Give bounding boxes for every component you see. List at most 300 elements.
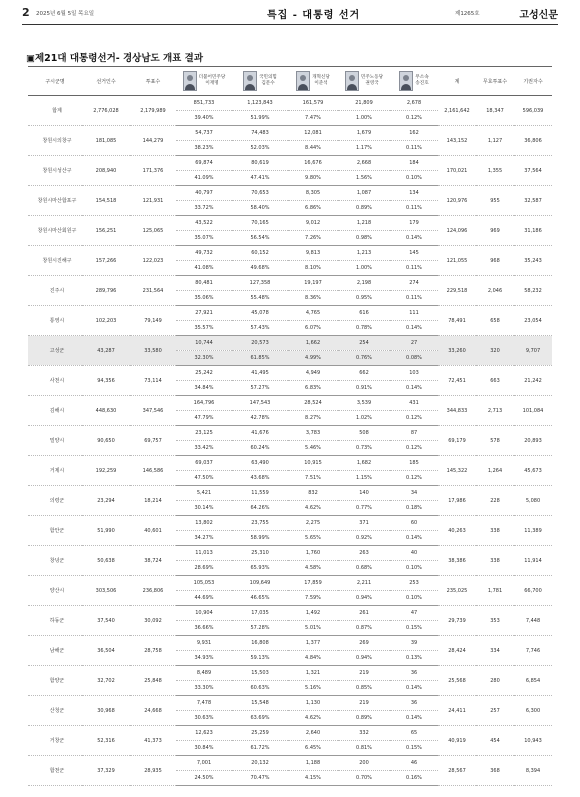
percent-cell: 0.89% — [338, 201, 390, 216]
percent-cell: 0.11% — [390, 291, 438, 306]
total-cell: 40,263 — [438, 516, 476, 546]
turnout-cell: 2,179,989 — [130, 96, 176, 126]
percent-cell: 4.58% — [288, 561, 338, 576]
total-cell: 17,986 — [438, 486, 476, 516]
abstain-cell: 58,232 — [514, 276, 552, 306]
header-region: 구시군명 — [28, 67, 82, 96]
publish-date: 2025년 6월 5일 목요일 — [36, 11, 95, 17]
region-cell: 통영시 — [28, 306, 82, 336]
percent-cell: 4.15% — [288, 771, 338, 786]
total-cell: 38,386 — [438, 546, 476, 576]
invalid-cell: 968 — [476, 246, 514, 276]
percent-cell: 36.66% — [176, 621, 232, 636]
votes-cell: 20,573 — [232, 336, 288, 351]
percent-cell: 7.51% — [288, 471, 338, 486]
votes-cell: 69,874 — [176, 156, 232, 171]
invalid-cell: 955 — [476, 186, 514, 216]
abstain-cell: 35,243 — [514, 246, 552, 276]
total-cell: 29,739 — [438, 606, 476, 636]
percent-cell: 0.12% — [390, 441, 438, 456]
turnout-cell: 146,586 — [130, 456, 176, 486]
votes-cell: 12,623 — [176, 726, 232, 741]
voters-cell: 43,287 — [82, 336, 130, 366]
total-cell: 24,411 — [438, 696, 476, 726]
votes-cell: 60,152 — [232, 246, 288, 261]
percent-cell: 0.12% — [390, 411, 438, 426]
votes-cell: 9,931 — [176, 636, 232, 651]
region-cell: 창원시의창구 — [28, 126, 82, 156]
region-cell: 합계 — [28, 96, 82, 126]
percent-cell: 1.02% — [338, 411, 390, 426]
percent-cell: 61.85% — [232, 351, 288, 366]
total-cell: 124,096 — [438, 216, 476, 246]
votes-cell: 40,797 — [176, 186, 232, 201]
election-results-table — [28, 66, 552, 786]
votes-cell: 179 — [390, 216, 438, 231]
votes-cell: 2,678 — [390, 96, 438, 111]
percent-cell: 30.63% — [176, 711, 232, 726]
votes-cell: 36 — [390, 666, 438, 681]
votes-cell: 851,733 — [176, 96, 232, 111]
percent-cell: 52.03% — [232, 141, 288, 156]
voters-cell: 37,329 — [82, 756, 130, 786]
votes-cell: 46 — [390, 756, 438, 771]
percent-cell: 35.06% — [176, 291, 232, 306]
votes-cell: 274 — [390, 276, 438, 291]
abstain-cell: 596,039 — [514, 96, 552, 126]
percent-cell: 0.14% — [390, 321, 438, 336]
abstain-cell: 101,084 — [514, 396, 552, 426]
percent-cell: 55.48% — [232, 291, 288, 306]
percent-cell: 4.62% — [288, 501, 338, 516]
votes-cell: 8,489 — [176, 666, 232, 681]
votes-cell: 47 — [390, 606, 438, 621]
votes-cell: 60 — [390, 516, 438, 531]
turnout-cell: 33,580 — [130, 336, 176, 366]
percent-cell: 30.14% — [176, 501, 232, 516]
percent-cell: 0.11% — [390, 261, 438, 276]
votes-cell: 1,321 — [288, 666, 338, 681]
total-cell: 145,322 — [438, 456, 476, 486]
total-cell: 143,152 — [438, 126, 476, 156]
percent-cell: 0.14% — [390, 531, 438, 546]
turnout-cell: 69,757 — [130, 426, 176, 456]
percent-cell: 30.84% — [176, 741, 232, 756]
votes-cell: 12,081 — [288, 126, 338, 141]
percent-cell: 5.16% — [288, 681, 338, 696]
total-cell: 229,518 — [438, 276, 476, 306]
abstain-cell: 5,080 — [514, 486, 552, 516]
candidate-party: 국민의힘 — [259, 75, 277, 80]
votes-cell: 1,087 — [338, 186, 390, 201]
percent-cell: 0.11% — [390, 141, 438, 156]
abstain-cell: 6,300 — [514, 696, 552, 726]
region-cell: 창원시마산합포구 — [28, 186, 82, 216]
percent-cell: 28.69% — [176, 561, 232, 576]
votes-cell: 2,668 — [338, 156, 390, 171]
region-cell: 산청군 — [28, 696, 82, 726]
invalid-cell: 1,781 — [476, 576, 514, 606]
percent-cell: 0.13% — [390, 651, 438, 666]
abstain-cell: 37,564 — [514, 156, 552, 186]
votes-cell: 508 — [338, 426, 390, 441]
votes-cell: 147,543 — [232, 396, 288, 411]
percent-cell: 51.99% — [232, 111, 288, 126]
turnout-cell: 25,848 — [130, 666, 176, 696]
percent-cell: 1.00% — [338, 111, 390, 126]
region-cell: 남해군 — [28, 636, 82, 666]
votes-cell: 4,765 — [288, 306, 338, 321]
voters-cell: 90,650 — [82, 426, 130, 456]
table-row — [28, 726, 552, 741]
percent-cell: 70.47% — [232, 771, 288, 786]
percent-cell: 33.42% — [176, 441, 232, 456]
candidate-party: 개혁신당 — [312, 75, 330, 80]
votes-cell: 13,802 — [176, 516, 232, 531]
votes-cell: 70,653 — [232, 186, 288, 201]
total-cell: 28,424 — [438, 636, 476, 666]
votes-cell: 1,492 — [288, 606, 338, 621]
abstain-cell: 11,389 — [514, 516, 552, 546]
percent-cell: 34.93% — [176, 651, 232, 666]
table-row — [28, 126, 552, 141]
percent-cell: 57.28% — [232, 621, 288, 636]
abstain-cell: 31,186 — [514, 216, 552, 246]
region-cell: 김해시 — [28, 396, 82, 426]
votes-cell: 54,737 — [176, 126, 232, 141]
votes-cell: 2,211 — [338, 576, 390, 591]
voters-cell: 156,251 — [82, 216, 130, 246]
votes-cell: 20,132 — [232, 756, 288, 771]
header-candidate-3 — [288, 67, 338, 96]
voters-cell: 208,940 — [82, 156, 130, 186]
votes-cell: 5,421 — [176, 486, 232, 501]
header-candidate-2 — [232, 67, 288, 96]
voters-cell: 51,990 — [82, 516, 130, 546]
table-header-row — [28, 67, 552, 96]
votes-cell: 184 — [390, 156, 438, 171]
region-cell: 거제시 — [28, 456, 82, 486]
percent-cell: 0.14% — [390, 681, 438, 696]
turnout-cell: 30,092 — [130, 606, 176, 636]
voters-cell: 94,356 — [82, 366, 130, 396]
table-row — [28, 666, 552, 681]
invalid-cell: 18,347 — [476, 96, 514, 126]
votes-cell: 832 — [288, 486, 338, 501]
percent-cell: 0.10% — [390, 561, 438, 576]
percent-cell: 57.27% — [232, 381, 288, 396]
votes-cell: 263 — [338, 546, 390, 561]
candidate-name: 이재명 — [205, 81, 219, 86]
votes-cell: 11,559 — [232, 486, 288, 501]
percent-cell: 0.15% — [390, 621, 438, 636]
votes-cell: 27,921 — [176, 306, 232, 321]
region-cell: 진주시 — [28, 276, 82, 306]
turnout-cell: 171,376 — [130, 156, 176, 186]
turnout-cell: 28,758 — [130, 636, 176, 666]
percent-cell: 56.54% — [232, 231, 288, 246]
region-cell: 사천시 — [28, 366, 82, 396]
percent-cell: 58.40% — [232, 201, 288, 216]
percent-cell: 47.79% — [176, 411, 232, 426]
votes-cell: 1,662 — [288, 336, 338, 351]
votes-cell: 140 — [338, 486, 390, 501]
region-cell: 함양군 — [28, 666, 82, 696]
voters-cell: 50,638 — [82, 546, 130, 576]
votes-cell: 28,524 — [288, 396, 338, 411]
region-cell: 창녕군 — [28, 546, 82, 576]
percent-cell: 7.59% — [288, 591, 338, 606]
percent-cell: 0.11% — [390, 201, 438, 216]
voters-cell: 192,259 — [82, 456, 130, 486]
votes-cell: 49,732 — [176, 246, 232, 261]
votes-cell: 103 — [390, 366, 438, 381]
region-cell: 창원시진해구 — [28, 246, 82, 276]
votes-cell: 17,035 — [232, 606, 288, 621]
percent-cell: 39.40% — [176, 111, 232, 126]
votes-cell: 40 — [390, 546, 438, 561]
turnout-cell: 24,668 — [130, 696, 176, 726]
percent-cell: 6.45% — [288, 741, 338, 756]
candidate-photo — [345, 71, 359, 91]
invalid-cell: 2,713 — [476, 396, 514, 426]
header-turnout: 투표수 — [130, 67, 176, 96]
table-row — [28, 756, 552, 771]
percent-cell: 4.99% — [288, 351, 338, 366]
region-cell: 양산시 — [28, 576, 82, 606]
votes-cell: 69,037 — [176, 456, 232, 471]
percent-cell: 63.69% — [232, 711, 288, 726]
region-cell: 하동군 — [28, 606, 82, 636]
voters-cell: 23,294 — [82, 486, 130, 516]
total-cell: 78,491 — [438, 306, 476, 336]
table-row — [28, 576, 552, 591]
percent-cell: 0.73% — [338, 441, 390, 456]
newspaper-name: 고성신문 — [519, 10, 558, 21]
votes-cell: 19,197 — [288, 276, 338, 291]
invalid-cell: 320 — [476, 336, 514, 366]
percent-cell: 1.56% — [338, 171, 390, 186]
percent-cell: 0.14% — [390, 711, 438, 726]
table-row — [28, 156, 552, 171]
candidate-name: 권영국 — [365, 81, 379, 86]
header-abstain: 기권자수 — [514, 67, 552, 96]
percent-cell: 7.26% — [288, 231, 338, 246]
votes-cell: 261 — [338, 606, 390, 621]
votes-cell: 36 — [390, 696, 438, 711]
votes-cell: 1,679 — [338, 126, 390, 141]
votes-cell: 43,522 — [176, 216, 232, 231]
percent-cell: 1.00% — [338, 261, 390, 276]
candidate-name: 김문수 — [261, 81, 275, 86]
percent-cell: 34.84% — [176, 381, 232, 396]
percent-cell: 32.30% — [176, 351, 232, 366]
candidate-photo — [243, 71, 257, 91]
total-cell: 33,260 — [438, 336, 476, 366]
percent-cell: 64.26% — [232, 501, 288, 516]
abstain-cell: 32,587 — [514, 186, 552, 216]
total-cell: 120,976 — [438, 186, 476, 216]
page-number: 2 — [22, 6, 30, 19]
votes-cell: 10,744 — [176, 336, 232, 351]
total-cell: 235,025 — [438, 576, 476, 606]
turnout-cell: 40,601 — [130, 516, 176, 546]
votes-cell: 25,259 — [232, 726, 288, 741]
invalid-cell: 1,127 — [476, 126, 514, 156]
voters-cell: 289,796 — [82, 276, 130, 306]
percent-cell: 41.08% — [176, 261, 232, 276]
abstain-cell: 8,394 — [514, 756, 552, 786]
percent-cell: 6.86% — [288, 201, 338, 216]
votes-cell: 9,012 — [288, 216, 338, 231]
votes-cell: 1,377 — [288, 636, 338, 651]
votes-cell: 25,310 — [232, 546, 288, 561]
votes-cell: 164,796 — [176, 396, 232, 411]
header-candidate-4 — [338, 67, 390, 96]
voters-cell: 181,085 — [82, 126, 130, 156]
percent-cell: 0.94% — [338, 591, 390, 606]
votes-cell: 109,649 — [232, 576, 288, 591]
header-candidate-5 — [390, 67, 438, 96]
votes-cell: 200 — [338, 756, 390, 771]
percent-cell: 47.50% — [176, 471, 232, 486]
table-row — [28, 426, 552, 441]
percent-cell: 0.15% — [390, 741, 438, 756]
votes-cell: 15,548 — [232, 696, 288, 711]
votes-cell: 10,915 — [288, 456, 338, 471]
region-cell: 합천군 — [28, 756, 82, 786]
percent-cell: 1.17% — [338, 141, 390, 156]
turnout-cell: 73,114 — [130, 366, 176, 396]
table-body — [28, 96, 552, 786]
votes-cell: 16,808 — [232, 636, 288, 651]
candidate-photo — [183, 71, 197, 91]
votes-cell: 1,188 — [288, 756, 338, 771]
voters-cell: 36,504 — [82, 636, 130, 666]
table-row — [28, 276, 552, 291]
table-row — [28, 336, 552, 351]
votes-cell: 10,904 — [176, 606, 232, 621]
votes-cell: 70,165 — [232, 216, 288, 231]
turnout-cell: 79,149 — [130, 306, 176, 336]
invalid-cell: 578 — [476, 426, 514, 456]
invalid-cell: 2,046 — [476, 276, 514, 306]
percent-cell: 33.30% — [176, 681, 232, 696]
percent-cell: 35.57% — [176, 321, 232, 336]
percent-cell: 8.36% — [288, 291, 338, 306]
total-cell: 121,055 — [438, 246, 476, 276]
percent-cell: 8.10% — [288, 261, 338, 276]
invalid-cell: 334 — [476, 636, 514, 666]
votes-cell: 7,478 — [176, 696, 232, 711]
header-candidate-1 — [176, 67, 232, 96]
total-cell: 69,179 — [438, 426, 476, 456]
turnout-cell: 38,724 — [130, 546, 176, 576]
votes-cell: 134 — [390, 186, 438, 201]
percent-cell: 7.47% — [288, 111, 338, 126]
total-cell: 344,833 — [438, 396, 476, 426]
table-row — [28, 636, 552, 651]
votes-cell: 80,481 — [176, 276, 232, 291]
region-cell: 함안군 — [28, 516, 82, 546]
percent-cell: 0.78% — [338, 321, 390, 336]
percent-cell: 0.95% — [338, 291, 390, 306]
votes-cell: 3,783 — [288, 426, 338, 441]
turnout-cell: 125,065 — [130, 216, 176, 246]
percent-cell: 0.85% — [338, 681, 390, 696]
votes-cell: 269 — [338, 636, 390, 651]
region-cell: 고성군 — [28, 336, 82, 366]
voters-cell: 37,540 — [82, 606, 130, 636]
voters-cell: 448,630 — [82, 396, 130, 426]
table-row — [28, 606, 552, 621]
votes-cell: 662 — [338, 366, 390, 381]
abstain-cell: 7,448 — [514, 606, 552, 636]
percent-cell: 47.41% — [232, 171, 288, 186]
percent-cell: 0.98% — [338, 231, 390, 246]
percent-cell: 44.69% — [176, 591, 232, 606]
voters-cell: 30,968 — [82, 696, 130, 726]
invalid-cell: 257 — [476, 696, 514, 726]
votes-cell: 21,809 — [338, 96, 390, 111]
votes-cell: 162 — [390, 126, 438, 141]
votes-cell: 1,213 — [338, 246, 390, 261]
percent-cell: 34.27% — [176, 531, 232, 546]
percent-cell: 65.93% — [232, 561, 288, 576]
percent-cell: 0.89% — [338, 711, 390, 726]
percent-cell: 0.87% — [338, 621, 390, 636]
candidate-name: 송진호 — [415, 81, 429, 86]
percent-cell: 0.12% — [390, 471, 438, 486]
abstain-cell: 20,893 — [514, 426, 552, 456]
abstain-cell: 66,700 — [514, 576, 552, 606]
voters-cell: 32,702 — [82, 666, 130, 696]
percent-cell: 0.14% — [390, 381, 438, 396]
abstain-cell: 11,914 — [514, 546, 552, 576]
votes-cell: 371 — [338, 516, 390, 531]
voters-cell: 52,316 — [82, 726, 130, 756]
percent-cell: 42.78% — [232, 411, 288, 426]
percent-cell: 61.72% — [232, 741, 288, 756]
header-invalid: 무효투표수 — [476, 67, 514, 96]
turnout-cell: 236,806 — [130, 576, 176, 606]
votes-cell: 2,198 — [338, 276, 390, 291]
percent-cell: 43.68% — [232, 471, 288, 486]
voters-cell: 303,506 — [82, 576, 130, 606]
votes-cell: 2,640 — [288, 726, 338, 741]
percent-cell: 1.15% — [338, 471, 390, 486]
abstain-cell: 23,054 — [514, 306, 552, 336]
region-cell: 의령군 — [28, 486, 82, 516]
percent-cell: 0.76% — [338, 351, 390, 366]
invalid-cell: 1,355 — [476, 156, 514, 186]
percent-cell: 5.65% — [288, 531, 338, 546]
percent-cell: 4.84% — [288, 651, 338, 666]
votes-cell: 23,125 — [176, 426, 232, 441]
votes-cell: 63,490 — [232, 456, 288, 471]
votes-cell: 111 — [390, 306, 438, 321]
votes-cell: 185 — [390, 456, 438, 471]
region-cell: 거창군 — [28, 726, 82, 756]
invalid-cell: 338 — [476, 546, 514, 576]
percent-cell: 4.62% — [288, 711, 338, 726]
table-row — [28, 546, 552, 561]
region-cell: 창원시마산회원구 — [28, 216, 82, 246]
votes-cell: 7,001 — [176, 756, 232, 771]
votes-cell: 4,949 — [288, 366, 338, 381]
table-row — [28, 396, 552, 411]
votes-cell: 3,539 — [338, 396, 390, 411]
